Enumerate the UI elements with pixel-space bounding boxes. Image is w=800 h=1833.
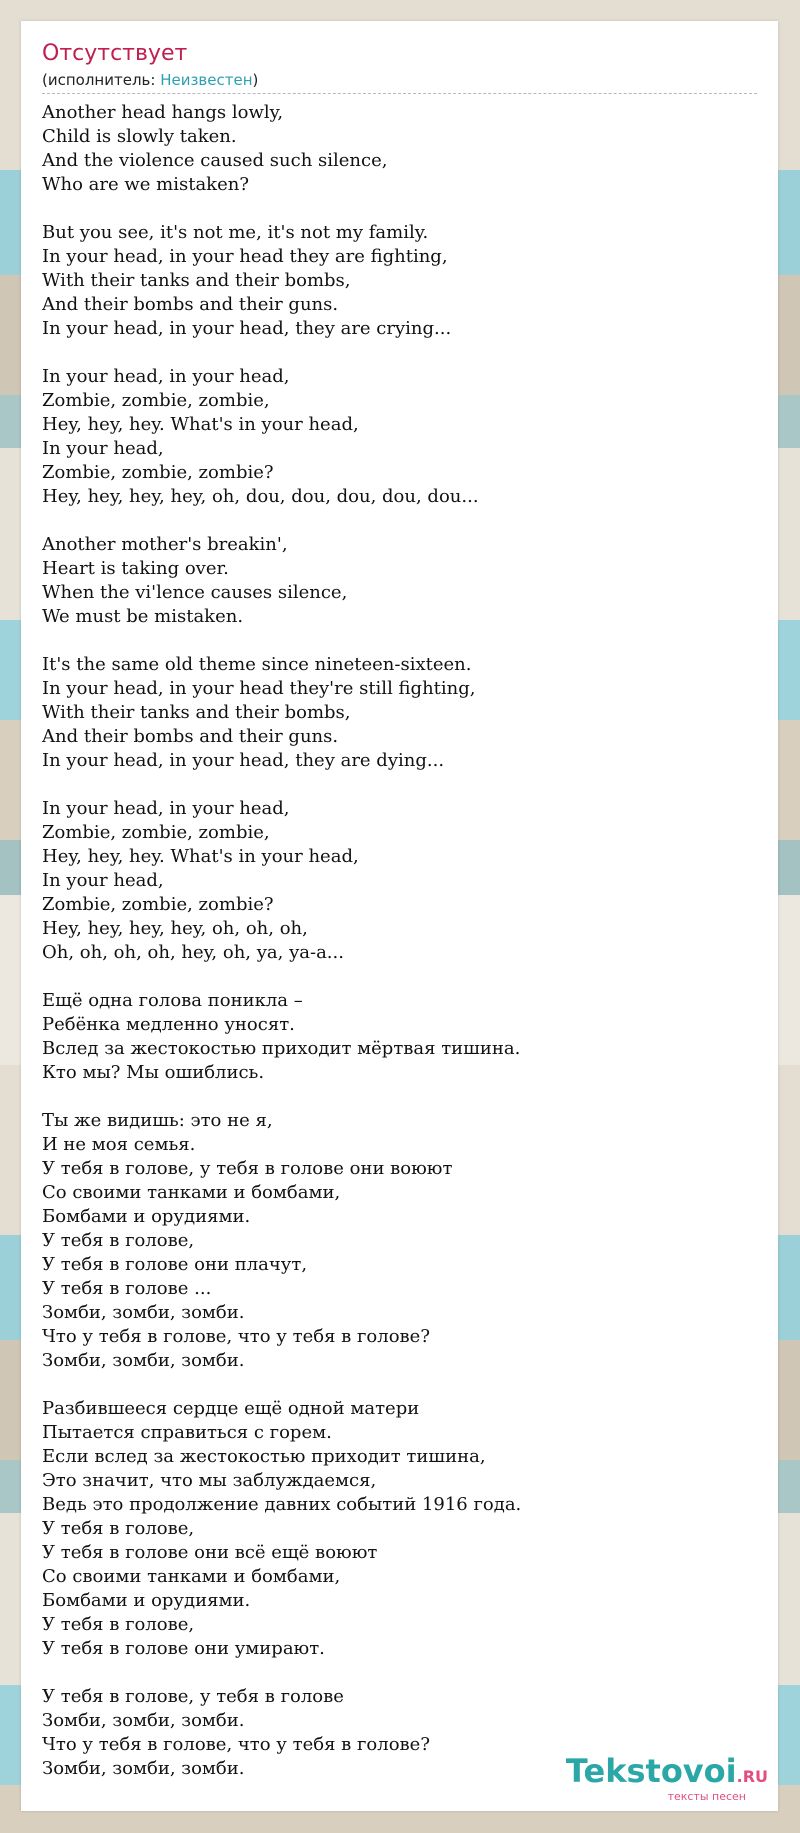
- lyric-line: Со своими танками и бомбами,: [42, 1182, 341, 1203]
- stanza-break: [42, 341, 757, 365]
- lyric-line: We must be mistaken.: [42, 606, 244, 627]
- lyric-line: У тебя в голове, у тебя в голове: [42, 1686, 344, 1707]
- lyric-line: Бомбами и орудиями.: [42, 1206, 251, 1227]
- logo-tld: .RU: [736, 1767, 768, 1786]
- lyric-line: With their tanks and their bombs,: [42, 270, 351, 291]
- lyric-line: Zombie, zombie, zombie?: [42, 462, 274, 483]
- lyric-line: In your head, in your head,: [42, 798, 290, 819]
- lyric-line: Бомбами и орудиями.: [42, 1590, 251, 1611]
- artist-suffix: ): [252, 71, 259, 89]
- artist-prefix: (исполнитель:: [42, 71, 161, 89]
- lyric-line: When the vi'lence causes silence,: [42, 582, 348, 603]
- lyric-line: Кто мы? Мы ошиблись.: [42, 1062, 265, 1083]
- logo-name: Tekstovoi: [565, 1752, 737, 1790]
- lyric-line: Another head hangs lowly,: [42, 102, 284, 123]
- lyric-line: Если вслед за жестокостью приходит тишина,: [42, 1446, 486, 1467]
- lyric-line: Who are we mistaken?: [42, 174, 249, 195]
- lyric-line: Zombie, zombie, zombie,: [42, 390, 270, 411]
- lyric-line: Со своими танками и бомбами,: [42, 1566, 341, 1587]
- lyric-line: У тебя в голове,: [42, 1614, 195, 1635]
- lyrics-text: [42, 101, 757, 1781]
- lyric-line: Ребёнка медленно уносят.: [42, 1014, 295, 1035]
- song-title: Отсутствует: [42, 41, 188, 66]
- lyric-line: Пытается справиться с горем.: [42, 1422, 332, 1443]
- stanza-break: [42, 773, 757, 797]
- lyric-line: У тебя в голове,: [42, 1230, 195, 1251]
- lyric-line: In your head, in your head,: [42, 366, 290, 387]
- lyric-line: У тебя в голове они всё ещё воюют: [42, 1542, 378, 1563]
- lyric-line: Another mother's breakin',: [42, 534, 288, 555]
- lyric-line: Heart is taking over.: [42, 558, 229, 579]
- lyric-line: Что у тебя в голове, что у тебя в голове?: [42, 1734, 430, 1755]
- lyric-line: У тебя в голове ...: [42, 1278, 212, 1299]
- site-logo[interactable]: [566, 1754, 768, 1803]
- lyric-line: With their tanks and their bombs,: [42, 702, 351, 723]
- artist-link[interactable]: Неизвестен: [160, 71, 253, 89]
- artist-line: [42, 71, 757, 94]
- lyric-line: У тебя в голове, у тебя в голове они воюют: [42, 1158, 453, 1179]
- lyric-line: Зомби, зомби, зомби.: [42, 1710, 245, 1731]
- lyric-line: Zombie, zombie, zombie,: [42, 822, 270, 843]
- lyric-line: But you see, it's not me, it's not my family.: [42, 222, 429, 243]
- lyrics-card: [21, 21, 778, 1811]
- lyric-line: И не моя семья.: [42, 1134, 196, 1155]
- lyric-line: Hey, hey, hey, hey, oh, oh, oh,: [42, 918, 308, 939]
- lyric-line: У тебя в голове,: [42, 1518, 195, 1539]
- stanza-break: [42, 509, 757, 533]
- lyric-line: And the violence caused such silence,: [42, 150, 388, 171]
- lyric-line: Oh, oh, oh, oh, hey, oh, ya, ya-a...: [42, 942, 344, 963]
- lyric-line: Это значит, что мы заблуждаемся,: [42, 1470, 377, 1491]
- lyric-line: Hey, hey, hey. What's in your head,: [42, 846, 359, 867]
- lyric-line: Зомби, зомби, зомби.: [42, 1350, 245, 1371]
- lyric-line: It's the same old theme since nineteen-sixteen.: [42, 654, 472, 675]
- stanza-break: [42, 629, 757, 653]
- lyric-line: Ещё одна голова поникла –: [42, 990, 303, 1011]
- stanza-break: [42, 1661, 757, 1685]
- lyric-line: Зомби, зомби, зомби.: [42, 1302, 245, 1323]
- lyric-line: In your head,: [42, 438, 164, 459]
- lyric-line: In your head, in your head, they are crying...: [42, 318, 452, 339]
- lyric-line: In your head, in your head they are fighting,: [42, 246, 448, 267]
- lyric-line: Hey, hey, hey, hey, oh, dou, dou, dou, dou, dou...: [42, 486, 479, 507]
- stanza-break: [42, 1085, 757, 1109]
- lyric-line: In your head, in your head, they are dying...: [42, 750, 445, 771]
- logo-tagline: тексты песен: [667, 1790, 746, 1803]
- stanza-break: [42, 1373, 757, 1397]
- lyric-line: У тебя в голове они плачут,: [42, 1254, 308, 1275]
- lyric-line: Ведь это продолжение давних событий 1916 года.: [42, 1494, 522, 1515]
- lyric-line: In your head,: [42, 870, 164, 891]
- lyric-line: Hey, hey, hey. What's in your head,: [42, 414, 359, 435]
- lyric-line: Вслед за жестокостью приходит мёртвая тишина.: [42, 1038, 521, 1059]
- lyric-line: Ты же видишь: это не я,: [42, 1110, 273, 1131]
- stanza-break: [42, 197, 757, 221]
- lyric-line: Child is slowly taken.: [42, 126, 237, 147]
- lyric-line: Разбившееся сердце ещё одной матери: [42, 1398, 420, 1419]
- lyric-line: In your head, in your head they're still fighting,: [42, 678, 476, 699]
- lyric-line: And their bombs and their guns.: [42, 726, 339, 747]
- lyric-line: Зомби, зомби, зомби.: [42, 1758, 245, 1779]
- lyric-line: And their bombs and their guns.: [42, 294, 339, 315]
- lyric-line: Zombie, zombie, zombie?: [42, 894, 274, 915]
- stanza-break: [42, 965, 757, 989]
- lyric-line: Что у тебя в голове, что у тебя в голове?: [42, 1326, 430, 1347]
- lyric-line: У тебя в голове они умирают.: [42, 1638, 325, 1659]
